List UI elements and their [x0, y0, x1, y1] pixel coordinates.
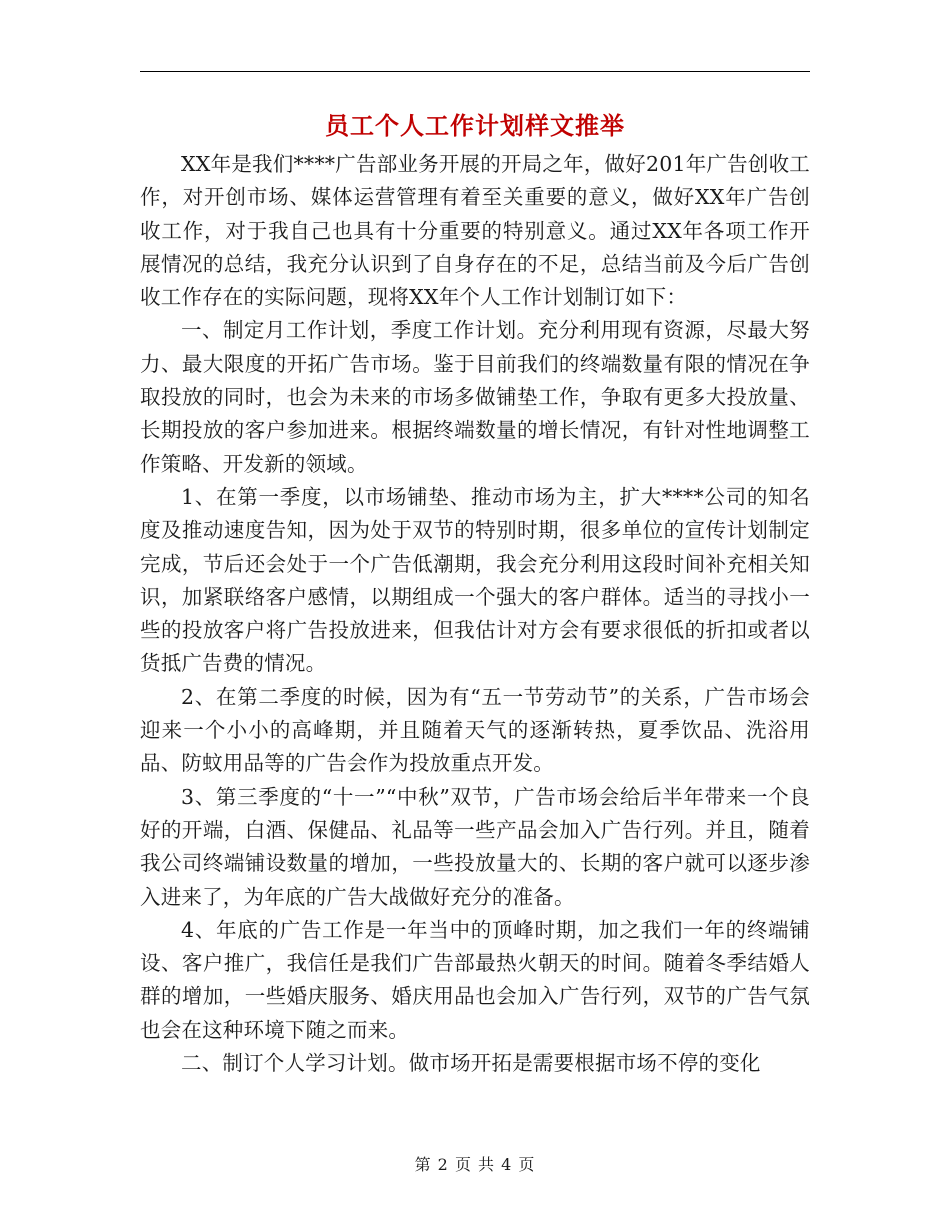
paragraph-quarter-3: 3、第三季度的“十一”“中秋”双节，广告市场会给后半年带来一个良好的开端，白酒、保健品、礼品等一些产品会加入广告行列。并且，随着我公司终端铺设数量的增加，一些投放量大的、长期的客户就可以逐步渗入进来了，为年底的广告大战做好充分的准备。	[140, 784, 810, 909]
header-rule	[140, 71, 810, 72]
paragraph-intro: XX年是我们****广告部业务开展的开局之年，做好201年广告创收工作，对开创市场、媒体运营管理有着至关重要的意义，做好XX年广告创收工作，对于我自己也具有十分重要的特别意义。通过XX年各项工作开展情况的总结，我充分认识到了自身存在的不足，总结当前及今后广告创收工作存在的实际问题，现将XX年个人工作计划制订如下：	[140, 152, 810, 310]
document-title: 员工个人工作计划样文推举	[325, 111, 625, 140]
document-body	[140, 148, 810, 1080]
page-number-footer: 第 2 页 共 4 页	[414, 1155, 536, 1174]
paragraph-quarter-4: 4、年底的广告工作是一年当中的顶峰时期，加之我们一年的终端铺设、客户推广，我信任是我们广告部最热火朝天的时间。随着冬季结婚人群的增加，一些婚庆服务、婚庆用品也会加入广告行列，双节的广告气氛也会在这种环境下随之而来。	[140, 917, 810, 1042]
paragraph-quarter-1: 1、在第一季度，以市场铺垫、推动市场为主，扩大****公司的知名度及推动速度告知，因为处于双节的特别时期，很多单位的宣传计划制定完成，节后还会处于一个广告低潮期，我会充分利用这段时间补充相关知识，加紧联络客户感情，以期组成一个强大的客户群体。适当的寻找小一些的投放客户将广告投放进来，但我估计对方会有要求很低的折扣或者以货抵广告费的情况。	[140, 484, 810, 676]
paragraph-section-2: 二、制订个人学习计划。做市场开拓是需要根据市场不停的变化	[181, 1051, 761, 1076]
paragraph-quarter-2: 2、在第二季度的时候，因为有“五一节劳动节”的关系，广告市场会迎来一个小小的高峰期，并且随着天气的逐渐转热，夏季饮品、洗浴用品、防蚊用品等的广告会作为投放重点开发。	[140, 684, 810, 776]
paragraph-section-1: 一、制定月工作计划，季度工作计划。充分利用现有资源，尽最大努力、最大限度的开拓广告市场。鉴于目前我们的终端数量有限的情况在争取投放的同时，也会为未来的市场多做铺垫工作，争取有更多大投放量、长期投放的客户参加进来。根据终端数量的增长情况，有针对性地调整工作策略、开发新的领域。	[140, 318, 810, 476]
